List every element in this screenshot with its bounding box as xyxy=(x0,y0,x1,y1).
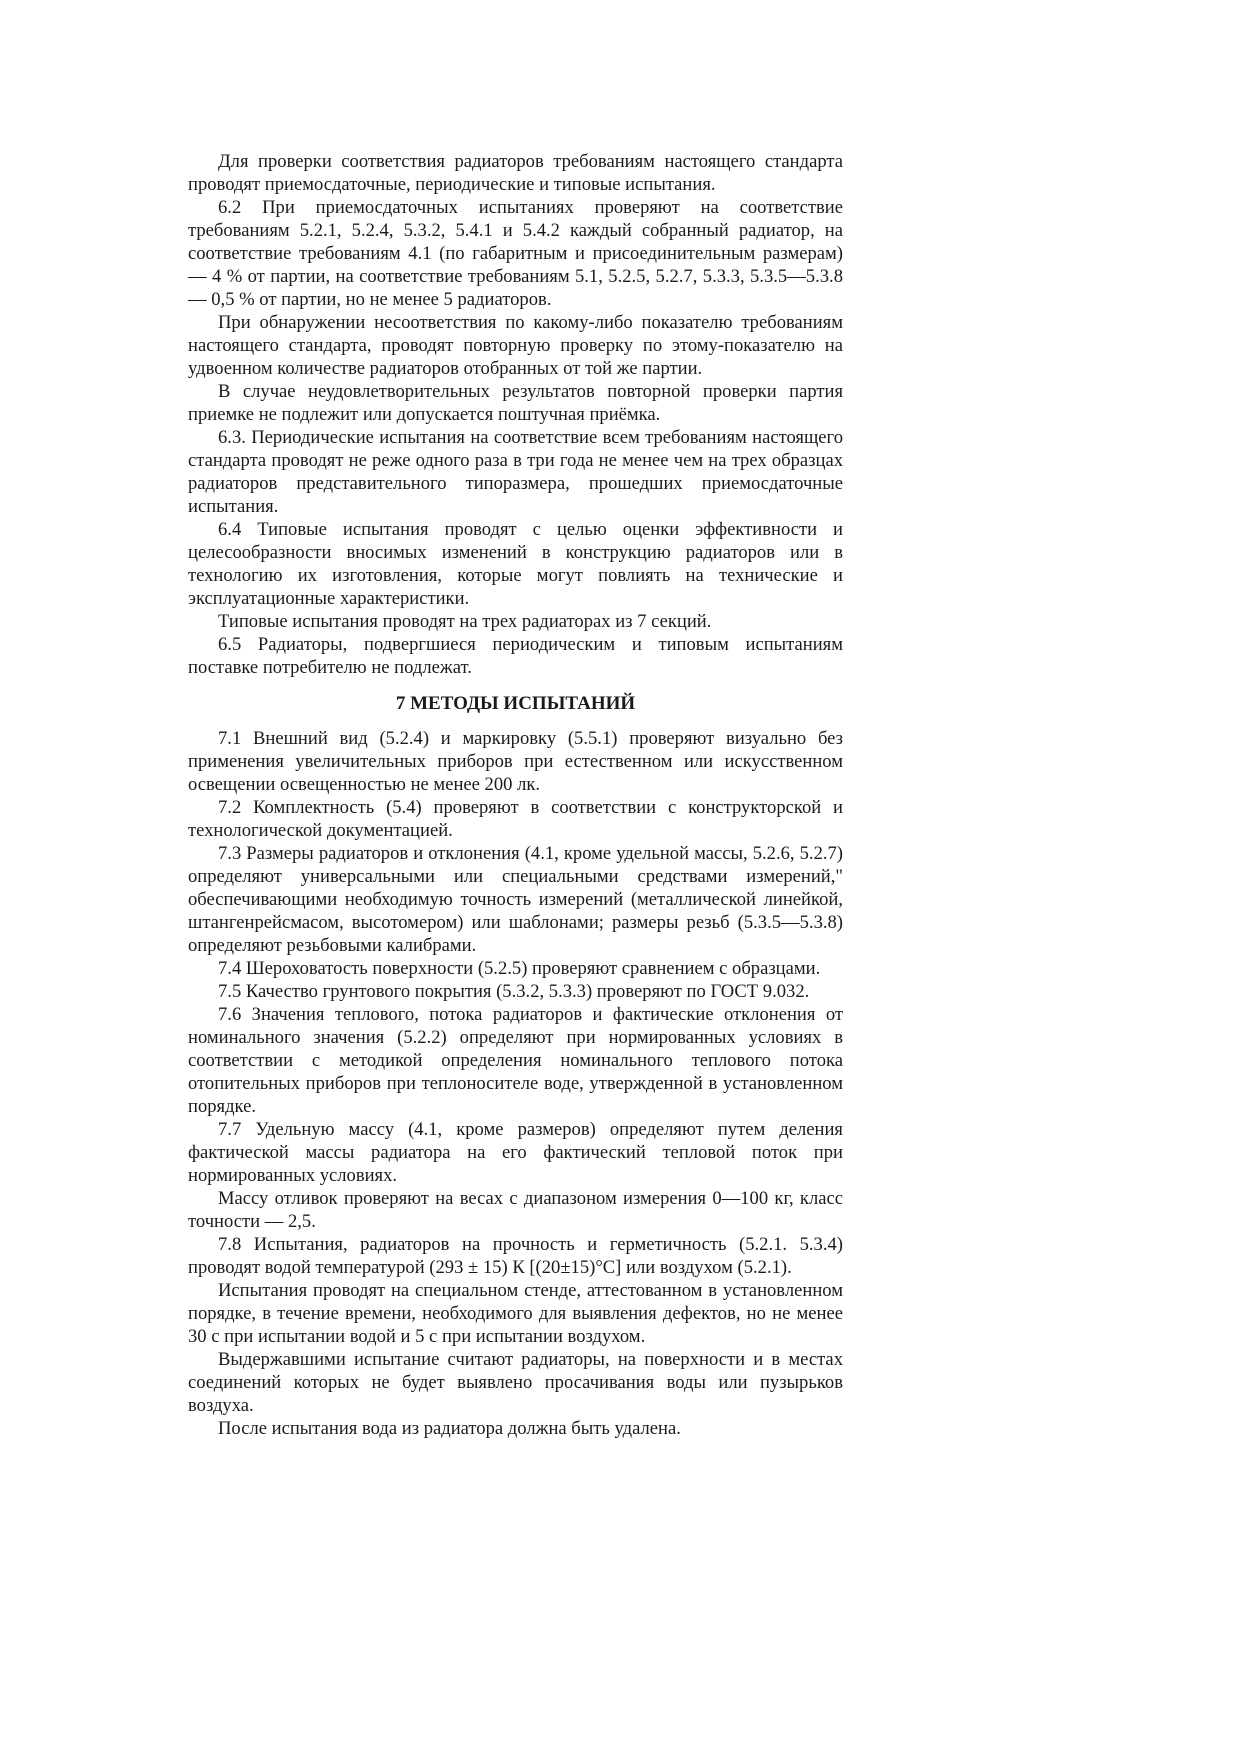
paragraph-test-stand: Испытания проводят на специальном стенде, аттестованном в установленном порядке, в течение времени, необходимого для выявления дефектов, но не менее 30 с при испытании водой и 5 с при испытании воздухом. xyxy=(188,1280,843,1347)
paragraph-water-removal: После испытания вода из радиатора должна быть удалена. xyxy=(218,1418,681,1439)
paragraph-mass-check: Массу отливок проверяют на весах с диапазоном измерения 0—100 кг, класс точности — 2,5. xyxy=(188,1188,843,1232)
paragraph-type-tests: Типовые испытания проводят на трех радиаторах из 7 секций. xyxy=(218,611,712,632)
paragraph-6-3: 6.3. Периодические испытания на соответствие всем требованиям настоящего стандарта проводят не реже одного раза в три года не менее чем на трех образцах радиаторов представительного типоразмера, прошедших приемосдаточные испытания. xyxy=(188,427,843,517)
paragraph-7-3: 7.3 Размеры радиаторов и отклонения (4.1, кроме удельной массы, 5.2.6, 5.2.7) определяют универсальными или специальными средствами измерений," обеспечивающими необходимую точность измерений (металлической линейкой, штангенрейсмасом, высотомером) или шаблонами; размеры резьб (5.3.5—5.3.8) определяют резьбовыми калибрами. xyxy=(188,843,843,956)
paragraph-7-6: 7.6 Значения теплового, потока радиаторов и фактические отклонения от номинального значения (5.2.2) определяют при нормированных условиях в соответствии с методикой определения номинального теплового потока отопительных приборов при теплоносителе воде, утвержденной в установленном порядке. xyxy=(188,1004,843,1117)
paragraph-7-5: 7.5 Качество грунтового покрытия (5.3.2, 5.3.3) проверяют по ГОСТ 9.032. xyxy=(218,981,810,1002)
paragraph-passed-criteria: Выдержавшими испытание считают радиаторы, на поверхности и в местах соединений которых не будет выявлено просачивания воды или пузырьков воздуха. xyxy=(188,1349,843,1416)
paragraph-7-1: 7.1 Внешний вид (5.2.4) и маркировку (5.5.1) проверяют визуально без применения увеличительных приборов при естественном или искусственном освещении освещенностью не менее 200 лк. xyxy=(188,728,843,795)
paragraph-7-7: 7.7 Удельную массу (4.1, кроме размеров) определяют путем деления фактической массы радиатора на его фактический тепловой поток при нормированных условиях. xyxy=(188,1119,843,1186)
paragraph-6-4: 6.4 Типовые испытания проводят с целью оценки эффективности и целесообразности вносимых изменений в конструкцию радиаторов или в технологию их изготовления, которые могут повлиять на технические и эксплуатационные характеристики. xyxy=(188,519,843,609)
paragraph-test-types: Для проверки соответствия радиаторов требованиям настоящего стандарта проводят приемосдаточные, периодические и типовые испытания. xyxy=(188,151,843,195)
document-page xyxy=(188,150,843,1440)
paragraph-7-8: 7.8 Испытания, радиаторов на прочность и герметичность (5.2.1. 5.3.4) проводят водой температурой (293 ± 15) К [(20±15)°С] или воздухом (5.2.1). xyxy=(188,1234,843,1278)
paragraph-6-2: 6.2 При приемосдаточных испытаниях проверяют на соответствие требованиям 5.2.1, 5.2.4, 5.3.2, 5.4.1 и 5.4.2 каждый собранный радиатор, на соответствие требованиям 4.1 (по габаритным и присоединительным размерам) — 4 % от партии, на соответствие требованиям 5.1, 5.2.5, 5.2.7, 5.3.3, 5.3.5—5.3.8 — 0,5 % от партии, но не менее 5 радиаторов. xyxy=(188,197,843,310)
paragraph-7-2: 7.2 Комплектность (5.4) проверяют в соответствии с конструкторской и технологической документацией. xyxy=(188,797,843,841)
paragraph-6-5: 6.5 Радиаторы, подвергшиеся периодическим и типовым испытаниям поставке потребителю не подлежат. xyxy=(188,634,843,678)
paragraph-retest: При обнаружении несоответствия по какому-либо показателю требованиям настоящего стандарта, проводят повторную проверку по этому-показателю на удвоенном количестве радиаторов отобранных от той же партии. xyxy=(188,312,843,379)
paragraph-7-4: 7.4 Шероховатость поверхности (5.2.5) проверяют сравнением с образцами. xyxy=(218,958,821,979)
section-heading: 7 МЕТОДЫ ИСПЫТАНИЙ xyxy=(395,693,636,714)
paragraph-unsatisfactory: В случае неудовлетворительных результатов повторной проверки партия приемке не подлежит или допускается поштучная приёмка. xyxy=(188,381,843,425)
